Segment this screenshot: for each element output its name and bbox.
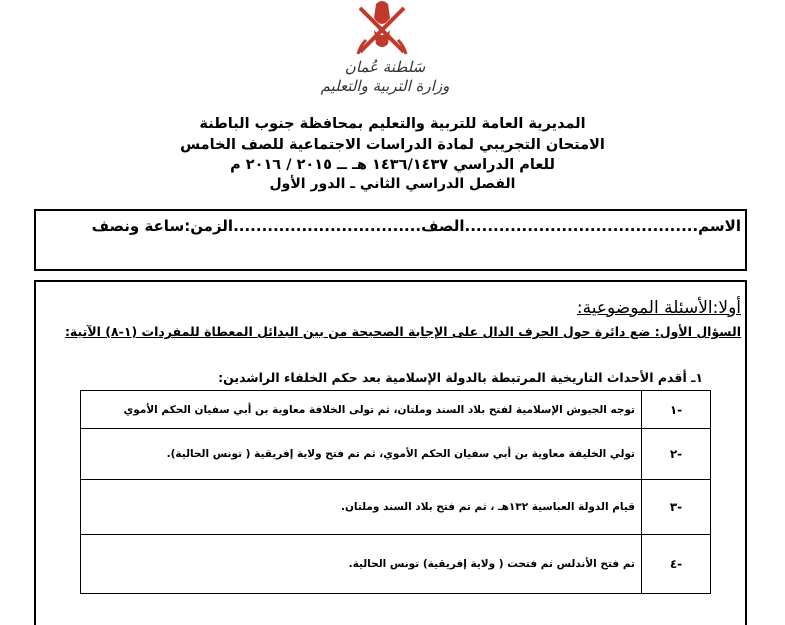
question-1-instruction: السؤال الأول: ضع دائرة حول الحرف الدال على الإجابة الصحيحة من بين البدائل المعطاة للمفردات (١-٨) الآتية:: [64, 324, 741, 339]
option-row[interactable]: [81, 480, 711, 535]
academic-year: للعام الدراسي ١٤٣٦/١٤٣٧ هـ ــ ٢٠١٥ / ٢٠١٦ م: [230, 157, 555, 173]
option-number: -٣: [642, 480, 711, 535]
ministry-name: وزارة التربية والتعليم: [320, 77, 450, 95]
section-title: أولا:الأسئلة الموضوعية:: [576, 298, 741, 318]
option-row[interactable]: [81, 429, 711, 480]
questions-box: [34, 280, 747, 625]
oman-emblem-icon: [352, 0, 412, 60]
option-row[interactable]: [81, 391, 711, 429]
sultanate-name: سَلطنة عُمان: [344, 58, 426, 76]
option-text: توجه الجيوش الإسلامية لفتح بلاد السند وملتان، ثم تولى الخلافة معاوية بن أبي سفيان الحكم الأموي: [81, 391, 642, 429]
option-text: قيام الدولة العباسية ١٣٢هـ ، ثم تم فتح بلاد السند وملتان.: [81, 480, 642, 535]
option-number: -٢: [642, 429, 711, 480]
student-info-line[interactable]: الاسم.........................................الصف.................................الزمن:ساعة ونصف: [91, 217, 741, 235]
option-number: -٤: [642, 535, 711, 594]
option-row[interactable]: [81, 535, 711, 594]
exam-title: الامتحان التجريبي لمادة الدراسات الاجتماعية للصف الخامس: [180, 137, 605, 153]
option-text: تولي الخليفة معاوية بن أبي سفيان الحكم الأموي، ثم تم فتح ولاية إفريقية ( تونس الحالية).: [81, 429, 642, 480]
student-info-box: [34, 209, 747, 271]
option-number: -١: [642, 391, 711, 429]
directorate-title: المديرية العامة للتربية والتعليم بمحافظة جنوب الباطنة: [199, 116, 586, 132]
options-table: [80, 390, 711, 594]
option-text: تم فتح الأندلس ثم فتحت ( ولاية إفريقية) تونس الحالية.: [81, 535, 642, 594]
ministry-calligraphy: [300, 58, 470, 96]
semester: الفصل الدراسي الثاني ـ الدور الأول: [269, 176, 516, 192]
question-1-stem: ١ـ أقدم الأحداث التاريخية المرتبطة بالدولة الإسلامية بعد حكم الخلفاء الراشدين:: [218, 370, 703, 385]
